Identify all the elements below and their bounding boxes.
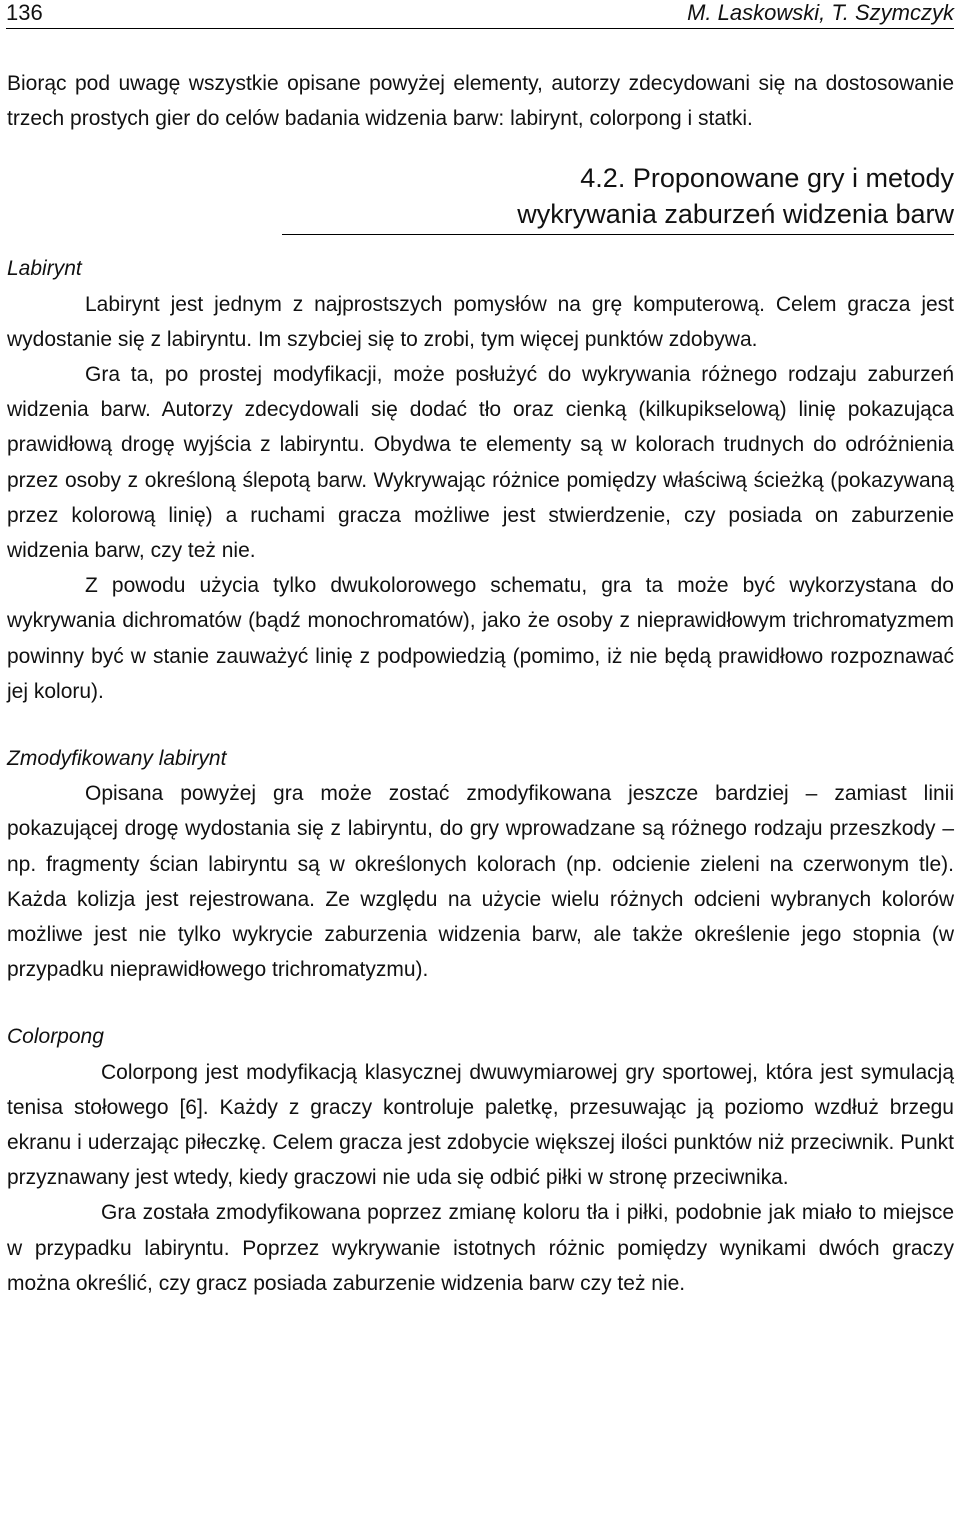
running-authors: M. Laskowski, T. Szymczyk bbox=[687, 0, 954, 25]
subheading-colorpong: Colorpong bbox=[7, 1025, 104, 1049]
section-heading-underline bbox=[282, 160, 954, 235]
page-body bbox=[7, 66, 954, 1301]
colorpong-paragraph-2: Gra została zmodyfikowana poprzez zmianę koloru tła i piłki, podobnie jak miało to miejsce w przypadku labiryntu. Poprzez wykrywanie istotnych różnic pomiędzy wynikami dwóch graczy można określić, czy gracz posiada zaburzenie widzenia barw czy też nie. bbox=[7, 1201, 954, 1295]
zmodyfikowany-paragraph-1: Opisana powyżej gra może zostać zmodyfikowana jeszcze bardziej – zamiast linii pokazującej drogę wydostania się z labiryntu, do gry wprowadzane są różnego rodzaju przeszkody – np. fragmenty ścian labiryntu są w określonych kolorach (np. odcienie zieleni na czerwonym tle). Każda kolizja jest rejestrowana. Ze względu na użycie wielu różnych odcieni wybranych kolorów możliwe jest nie tylko wykrycie zaburzenia widzenia barw, ale także określenie jego stopnia (w przypadku nieprawidłowego trichromatyzmu). bbox=[7, 782, 954, 982]
colorpong-paragraph-1: Colorpong jest modyfikacją klasycznej dwuwymiarowej gry sportowej, która jest symulacją tenisa stołowego [6]. Każdy z graczy kontroluje paletkę, przesuwając ją poziomo wzdłuż brzegu ekranu i uderzając piłeczkę. Celem gracza jest zdobycie większej ilości punktów niż przeciwnik. Punkt przyznawany jest wtedy, kiedy graczowi nie uda się odbić piłki w stronę przeciwnika. bbox=[7, 1060, 954, 1190]
subheading-zmodyfikowany-labirynt: Zmodyfikowany labirynt bbox=[7, 747, 227, 771]
intro-paragraph: Biorąc pod uwagę wszystkie opisane powyżej elementy, autorzy zdecydowani się na dostosowanie trzech prostych gier do celów badania widzenia barw: labirynt, colorpong i statki. bbox=[7, 72, 954, 131]
section-title-line-1: 4.2. Proponowane gry i metody bbox=[580, 163, 954, 194]
running-head bbox=[6, 0, 954, 29]
labirynt-paragraph-1: Labirynt jest jednym z najprostszych pomysłów na grę komputerową. Celem gracza jest wydostanie się z labiryntu. Im szybciej się to zrobi, tym więcej punktów zdobywa. bbox=[7, 292, 954, 351]
subheading-labirynt: Labirynt bbox=[7, 257, 82, 281]
section-title-line-2: wykrywania zaburzeń widzenia barw bbox=[517, 199, 954, 230]
labirynt-paragraph-3: Z powodu użycia tylko dwukolorowego schematu, gra ta może być wykorzystana do wykrywania dichromatów (bądź monochromatów), jako że osoby z nieprawidłowym trichromatyzmem powinny być w stanie zauważyć linię z podpowiedzią (pomimo, iż nie będą prawidłowo rozpoznawać jej koloru). bbox=[7, 574, 954, 703]
page-number: 136 bbox=[6, 0, 43, 25]
labirynt-paragraph-2: Gra ta, po prostej modyfikacji, może posłużyć do wykrywania różnego rodzaju zaburzeń widzenia barw. Autorzy zdecydowali się dodać tło oraz cienką (kilkupikselową) linię pokazująca prawidłową drogę wyjścia z labiryntu. Obydwa te elementy są w kolorach trudnych do odróżnienia przez osoby z określoną ślepotą barw. Wykrywając różnice pomiędzy właściwą ścieżką (pokazywaną przez kolorową linię) a ruchami gracza możliwe jest stwierdzenie, czy posiada on zaburzenie widzenia barw, czy też nie. bbox=[7, 363, 954, 563]
section-heading bbox=[7, 160, 954, 235]
